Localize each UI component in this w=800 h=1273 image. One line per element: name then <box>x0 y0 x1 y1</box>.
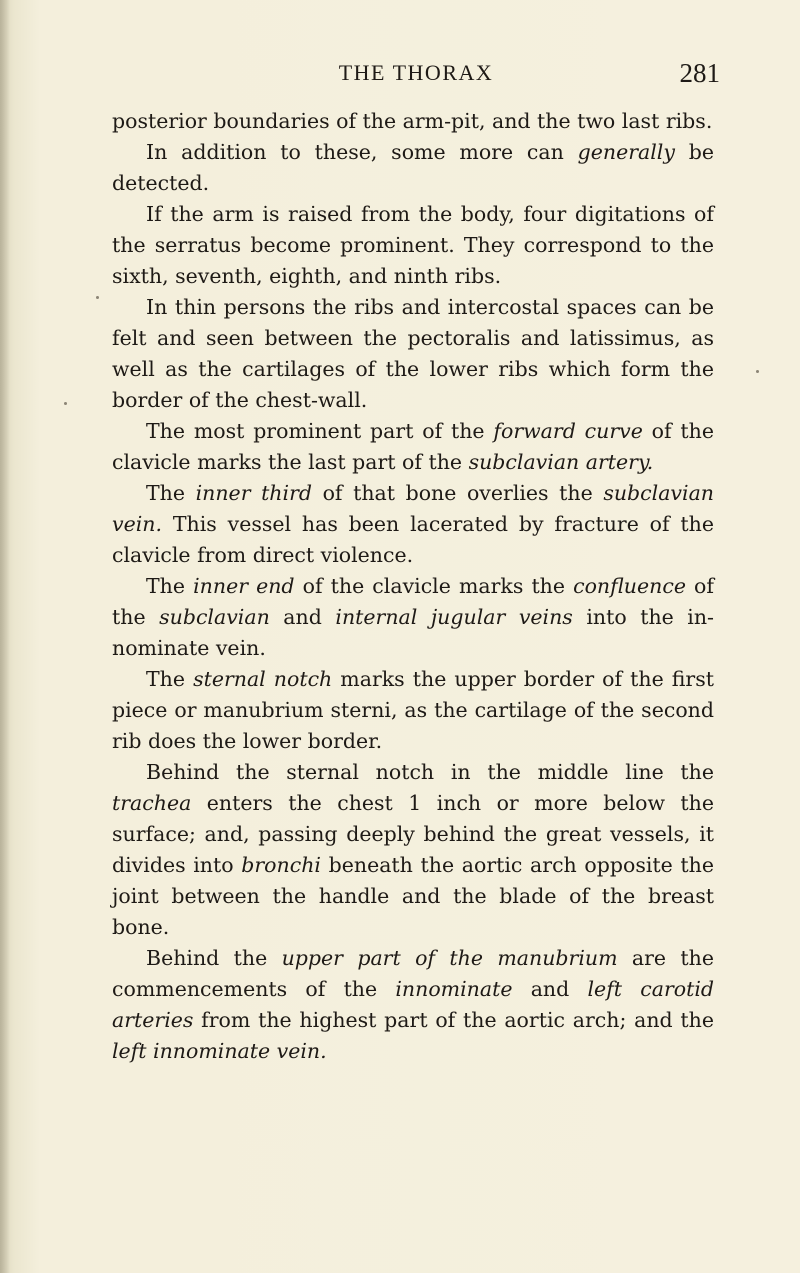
paragraph <box>112 199 714 292</box>
text-run: of the clavicle marks the <box>294 574 574 598</box>
italic-run: inner third <box>195 481 312 505</box>
paragraph <box>112 664 714 757</box>
text-run: The most prominent part of the <box>146 419 494 443</box>
paragraph <box>112 943 714 1067</box>
page-number: 281 <box>679 58 720 88</box>
text-run: and <box>269 605 336 629</box>
italic-run: trachea <box>112 791 192 815</box>
italic-run: bronchi <box>241 853 321 877</box>
text-run: and <box>512 977 588 1001</box>
paragraph <box>112 571 714 664</box>
italic-run: subclavian vein. <box>112 481 714 536</box>
text-run: If the arm is raised from the body, four digitations of the serratus become prominent. They correspond to the sixth, seventh, eighth, and ninth ribs. <box>112 202 714 288</box>
paragraph <box>112 757 714 943</box>
italic-run: forward curve <box>493 419 643 443</box>
text-run: Behind the sternal notch in the middle line the <box>146 760 714 784</box>
paragraph <box>112 292 714 416</box>
italic-run: confluence <box>573 574 686 598</box>
text-run: Behind the <box>146 946 282 970</box>
text-run: are the commencements of the <box>112 946 714 1001</box>
text-run: The <box>146 481 196 505</box>
paragraph <box>112 416 714 478</box>
italic-run: subclavian <box>159 605 270 629</box>
text-run: The <box>146 574 194 598</box>
body-text <box>112 106 714 1067</box>
italic-run: internal jugular veins <box>335 605 573 629</box>
italic-run: subclavian artery. <box>468 450 654 474</box>
italic-run: generally <box>577 140 675 164</box>
text-run: In addition to these, some more can <box>146 140 578 164</box>
italic-run: inner end <box>193 574 295 598</box>
italic-run: left innominate vein. <box>112 1039 327 1063</box>
paragraph <box>112 106 714 137</box>
text-run: This vessel has been lacerated by fracture of the clavicle from direct violence. <box>112 512 714 567</box>
italic-run: left carotid arteries <box>112 977 715 1032</box>
gutter-shadow <box>0 0 10 1273</box>
italic-run: sternal notch <box>193 667 333 691</box>
print-speck <box>64 402 67 405</box>
print-speck <box>756 370 759 373</box>
italic-run: upper part of the manubrium <box>281 946 618 970</box>
text-run: be detected. <box>112 140 714 195</box>
text-run: posterior boundaries of the arm-pit, and the two last ribs. <box>112 109 713 133</box>
paragraph <box>112 478 714 571</box>
text-run: beneath the aortic arch opposite the joint between the handle and the blade of the breast bone. <box>112 853 715 939</box>
paragraph <box>112 137 714 199</box>
text-run: enters the chest 1 inch or more below the surface; and, passing deeply behind the great vessels, it divides into <box>112 791 714 877</box>
text-run: of that bone overlies the <box>312 481 604 505</box>
text-run: into the in-nominate vein. <box>112 605 714 660</box>
text-run: The <box>146 667 194 691</box>
text-run: marks the upper border of the first piece or manubrium sterni, as the cartilage of the second rib does the lower border. <box>112 667 714 753</box>
text-run: In thin persons the ribs and intercostal spaces can be felt and seen between the pectoralis and latissimus, as well as the cartilages of the lower ribs which form the border of the chest-wall. <box>112 295 714 412</box>
text-run: of the <box>112 574 714 629</box>
italic-run: innominate <box>395 977 513 1001</box>
running-head-title: THE THORAX <box>338 60 494 85</box>
text-run: from the highest part of the aortic arch; and the <box>193 1008 714 1032</box>
running-head <box>112 58 720 94</box>
print-speck <box>96 296 99 299</box>
text-run: of the clavicle marks the last part of the <box>112 419 714 474</box>
